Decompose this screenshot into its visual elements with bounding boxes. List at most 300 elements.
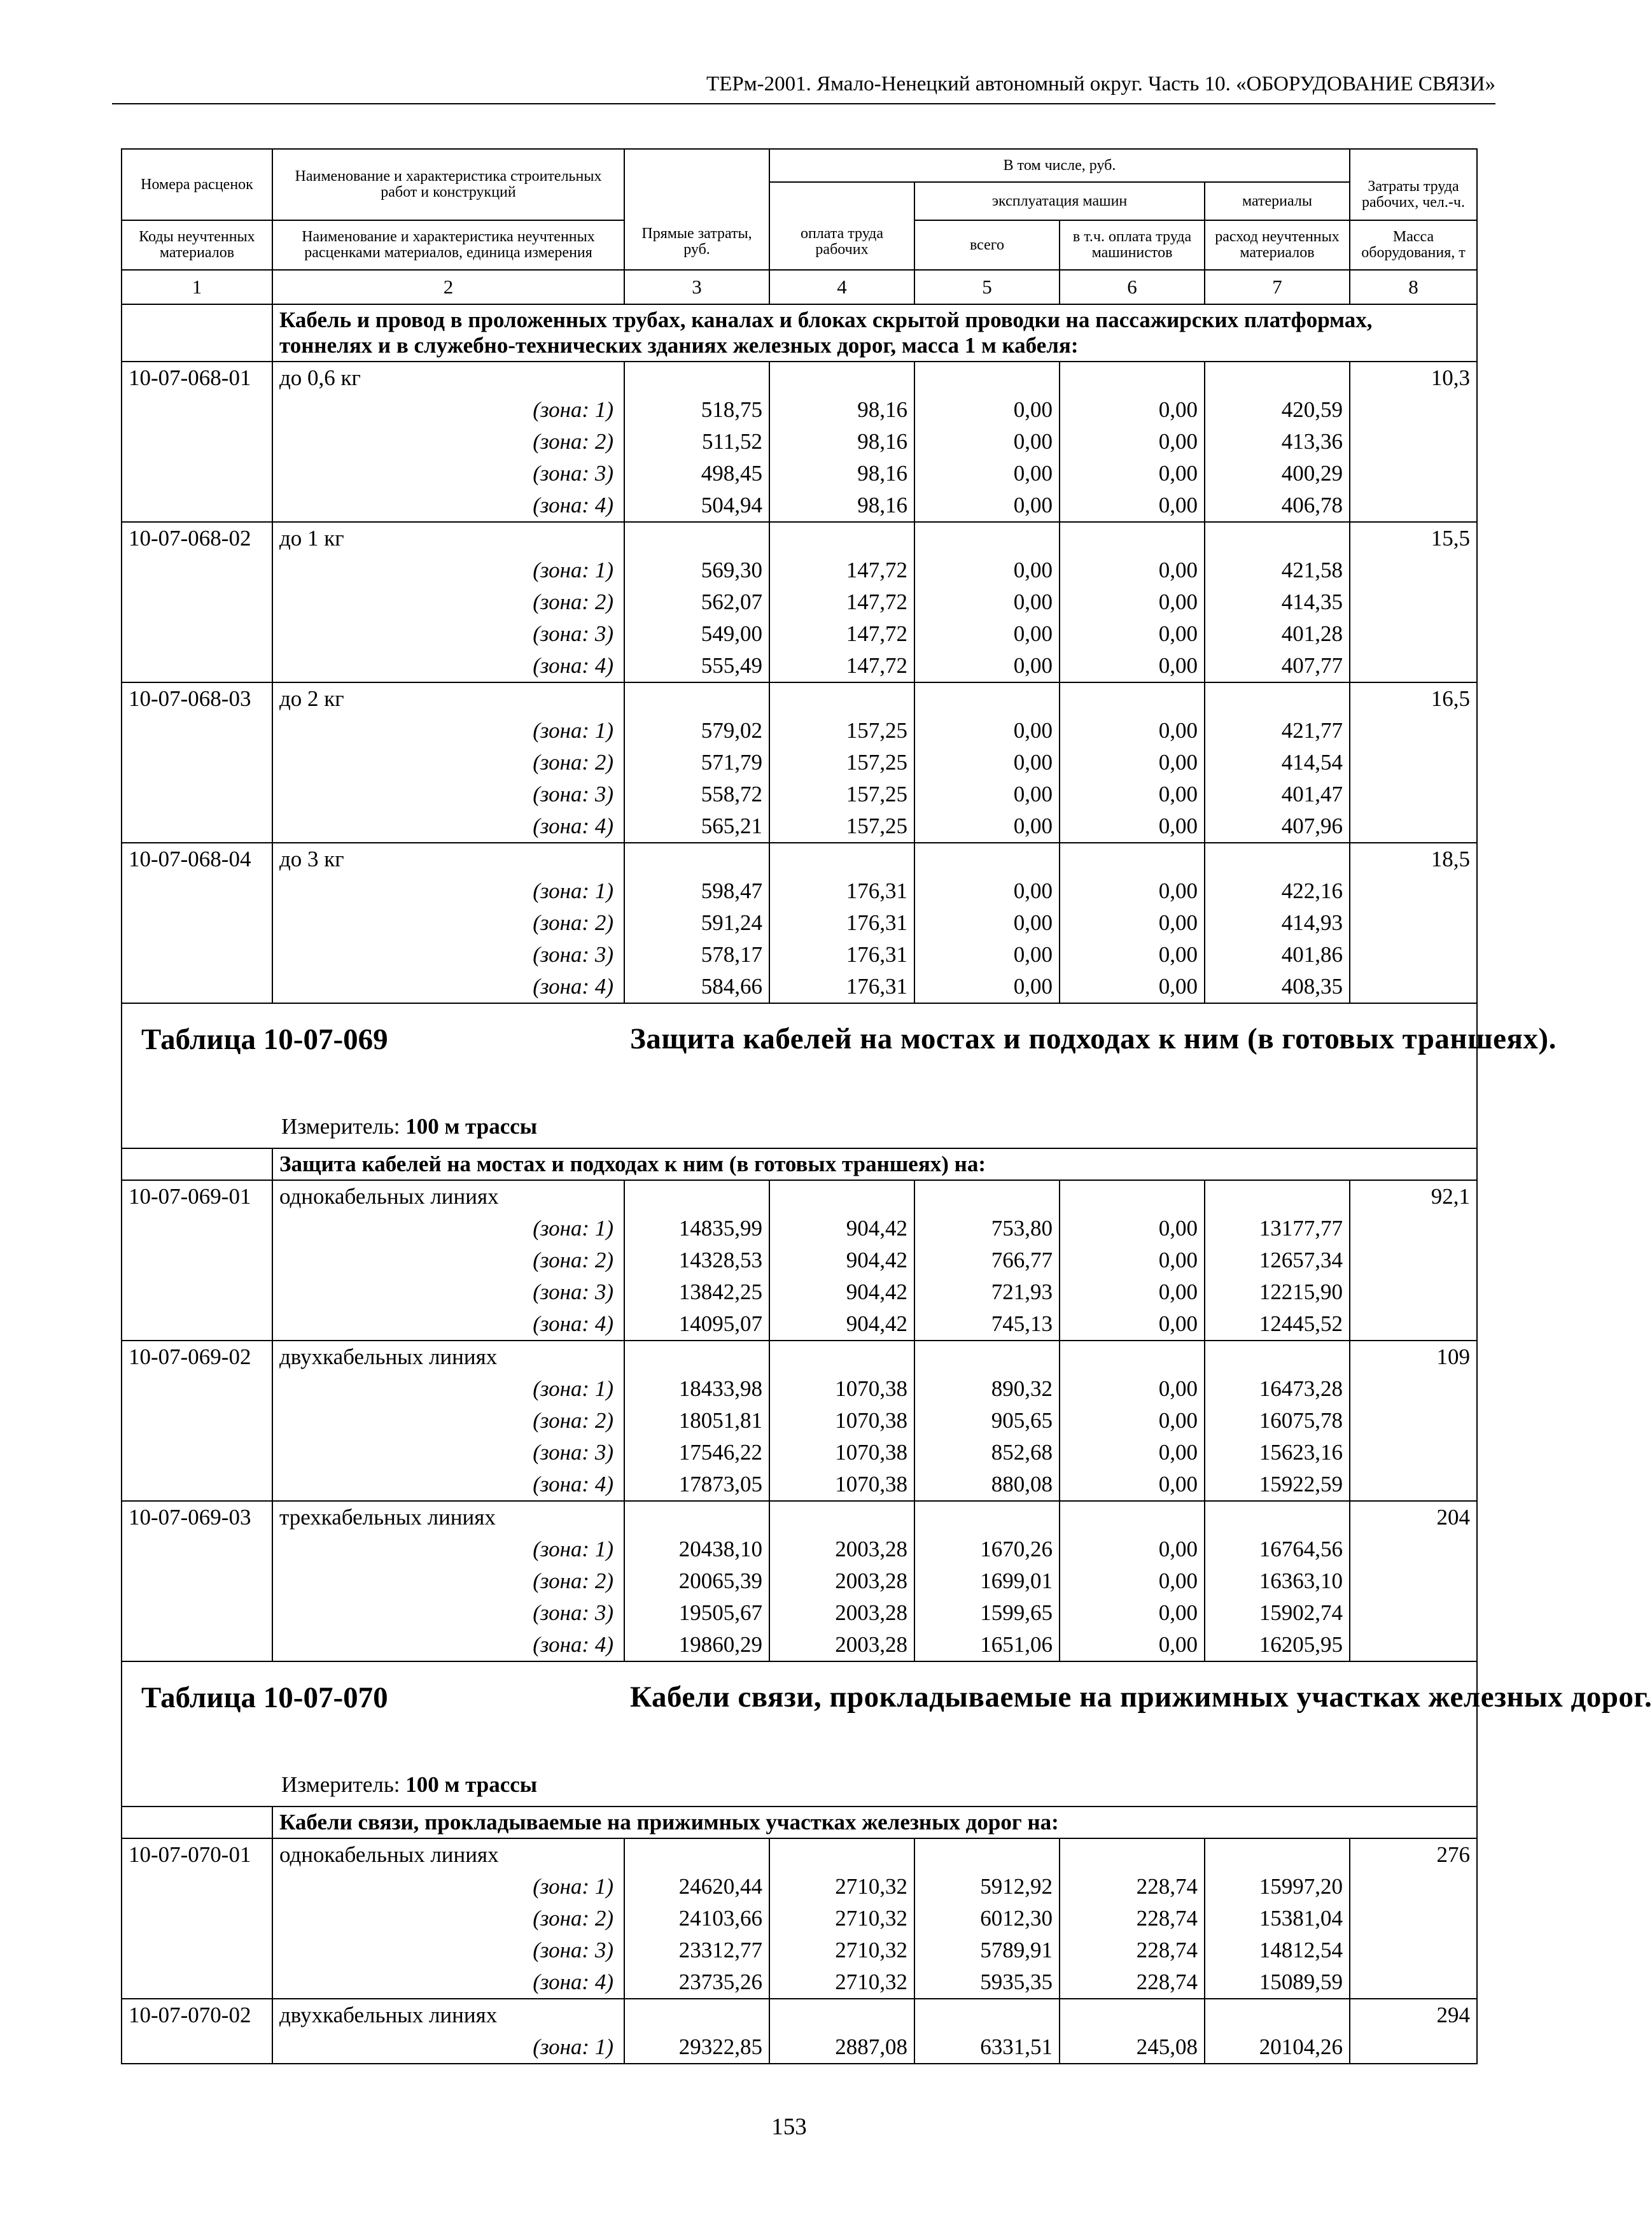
machinists-pay-value: 228,74 (1060, 1903, 1205, 1934)
empty-cell (769, 682, 914, 715)
zone-row (122, 1934, 1477, 1966)
empty-cell (1205, 522, 1350, 554)
empty-cell (122, 778, 272, 810)
empty-cell (1350, 875, 1477, 907)
materials-value: 422,16 (1205, 875, 1350, 907)
empty-cell (122, 304, 272, 362)
machinists-pay-value: 228,74 (1060, 1966, 1205, 1999)
zone-label: (зона: 1) (272, 875, 624, 907)
labor-costs-value: 276 (1350, 1838, 1477, 1871)
empty-cell (122, 1807, 272, 1838)
empty-cell (122, 426, 272, 458)
unit-label: Измеритель: (281, 1114, 400, 1139)
empty-cell (122, 1565, 272, 1597)
empty-cell (122, 1405, 272, 1437)
zone-label: (зона: 1) (272, 1213, 624, 1244)
zone-row (122, 939, 1477, 971)
materials-value: 401,28 (1205, 618, 1350, 650)
section-heading: Кабели связи, прокладываемые на прижимных участках железных дорог на: (272, 1807, 1477, 1838)
column-number: 1 (122, 270, 272, 304)
zone-row (122, 1276, 1477, 1308)
zone-label: (зона: 1) (272, 715, 624, 747)
empty-cell (1350, 907, 1477, 939)
empty-cell (122, 939, 272, 971)
empty-cell (1350, 1533, 1477, 1565)
direct-costs-value: 24620,44 (624, 1871, 769, 1903)
direct-costs-value: 562,07 (624, 586, 769, 618)
machines-total-value: 0,00 (914, 747, 1060, 778)
table-title-block (122, 1003, 1477, 1148)
empty-cell (914, 682, 1060, 715)
empty-cell (122, 1213, 272, 1244)
empty-cell (1350, 1903, 1477, 1934)
zone-label: (зона: 1) (272, 554, 624, 586)
col-labor-pay: оплата труда рабочих (769, 182, 914, 270)
col-material-names: Наименование и характеристика неучтенных расценками материалов, единица измерения (272, 220, 624, 270)
zone-label: (зона: 4) (272, 1629, 624, 1661)
empty-cell (914, 362, 1060, 394)
materials-value: 420,59 (1205, 394, 1350, 426)
direct-costs-value: 14328,53 (624, 1244, 769, 1276)
empty-cell (914, 522, 1060, 554)
machinists-pay-value: 228,74 (1060, 1871, 1205, 1903)
labor-costs-value: 204 (1350, 1501, 1477, 1533)
section-heading: Защита кабелей на мостах и подходах к ним (в готовых траншеях) на: (272, 1148, 1477, 1180)
machines-total-value: 0,00 (914, 650, 1060, 682)
labor-pay-value: 176,31 (769, 907, 914, 939)
empty-cell (624, 682, 769, 715)
zone-row (122, 1966, 1477, 1999)
rates-table (121, 148, 1652, 2064)
direct-costs-value: 14835,99 (624, 1213, 769, 1244)
zone-label: (зона: 2) (272, 1565, 624, 1597)
labor-pay-value: 157,25 (769, 778, 914, 810)
empty-cell (1350, 586, 1477, 618)
empty-cell (914, 1180, 1060, 1213)
empty-cell (1350, 1373, 1477, 1405)
rate-name: двухкабельных линиях (272, 1341, 624, 1373)
direct-costs-value: 17873,05 (624, 1469, 769, 1501)
zone-row (122, 1469, 1477, 1501)
machines-total-value: 0,00 (914, 586, 1060, 618)
rate-code: 10-07-070-01 (122, 1838, 272, 1871)
zone-label: (зона: 4) (272, 490, 624, 522)
machines-total-value: 0,00 (914, 618, 1060, 650)
direct-costs-value: 591,24 (624, 907, 769, 939)
machinists-pay-value: 0,00 (1060, 426, 1205, 458)
materials-value: 400,29 (1205, 458, 1350, 490)
rate-code: 10-07-068-01 (122, 362, 272, 394)
column-number: 6 (1060, 270, 1205, 304)
direct-costs-value: 498,45 (624, 458, 769, 490)
direct-costs-value: 584,66 (624, 971, 769, 1003)
machines-total-value: 880,08 (914, 1469, 1060, 1501)
labor-pay-value: 904,42 (769, 1244, 914, 1276)
zone-row (122, 1308, 1477, 1341)
machinists-pay-value: 0,00 (1060, 394, 1205, 426)
zone-row (122, 490, 1477, 522)
machinists-pay-value: 0,00 (1060, 907, 1205, 939)
empty-cell (1350, 1276, 1477, 1308)
empty-cell (624, 522, 769, 554)
labor-pay-value: 157,25 (769, 715, 914, 747)
zone-row (122, 426, 1477, 458)
empty-cell (122, 586, 272, 618)
labor-pay-value: 2710,32 (769, 1903, 914, 1934)
empty-cell (122, 490, 272, 522)
empty-cell (1350, 2031, 1477, 2064)
machines-total-value: 0,00 (914, 715, 1060, 747)
empty-cell (1350, 1469, 1477, 1501)
zone-row (122, 1629, 1477, 1661)
direct-costs-value: 18051,81 (624, 1405, 769, 1437)
empty-cell (122, 618, 272, 650)
empty-cell (122, 1437, 272, 1469)
zone-row (122, 1533, 1477, 1565)
materials-value: 414,93 (1205, 907, 1350, 939)
labor-pay-value: 147,72 (769, 618, 914, 650)
empty-cell (122, 1871, 272, 1903)
table-title-cell (122, 1661, 1652, 1807)
empty-cell (122, 1148, 272, 1180)
machines-total-value: 0,00 (914, 875, 1060, 907)
col-materials: материалы (1205, 182, 1350, 220)
zone-row (122, 1597, 1477, 1629)
machines-total-value: 0,00 (914, 939, 1060, 971)
materials-value: 14812,54 (1205, 1934, 1350, 1966)
machinists-pay-value: 0,00 (1060, 554, 1205, 586)
machines-total-value: 1699,01 (914, 1565, 1060, 1597)
direct-costs-value: 20438,10 (624, 1533, 769, 1565)
machines-total-value: 890,32 (914, 1373, 1060, 1405)
direct-costs-value: 578,17 (624, 939, 769, 971)
machines-total-value: 766,77 (914, 1244, 1060, 1276)
machines-total-value: 0,00 (914, 971, 1060, 1003)
page-number: 153 (771, 2114, 807, 2140)
machines-total-value: 0,00 (914, 778, 1060, 810)
labor-pay-value: 2887,08 (769, 2031, 914, 2064)
machines-total-value: 5789,91 (914, 1934, 1060, 1966)
empty-cell (769, 1180, 914, 1213)
labor-costs-value: 15,5 (1350, 522, 1477, 554)
machines-total-value: 0,00 (914, 490, 1060, 522)
materials-value: 16473,28 (1205, 1373, 1350, 1405)
zone-label: (зона: 1) (272, 1871, 624, 1903)
empty-cell (914, 1501, 1060, 1533)
empty-cell (1350, 747, 1477, 778)
column-numbers-row (122, 270, 1477, 304)
machinists-pay-value: 0,00 (1060, 1213, 1205, 1244)
zone-label: (зона: 2) (272, 907, 624, 939)
table-title: Кабели связи, прокладываемые на прижимных участках железных дорог. (630, 1680, 1652, 1714)
zone-row (122, 1373, 1477, 1405)
zone-label: (зона: 3) (272, 618, 624, 650)
rate-row (122, 682, 1477, 715)
empty-cell (122, 971, 272, 1003)
zone-row (122, 394, 1477, 426)
labor-pay-value: 2710,32 (769, 1966, 914, 1999)
materials-value: 421,77 (1205, 715, 1350, 747)
zone-label: (зона: 2) (272, 1405, 624, 1437)
empty-cell (122, 394, 272, 426)
empty-cell (1350, 778, 1477, 810)
col-machine-operation: эксплуатация машин (914, 182, 1205, 220)
direct-costs-value: 558,72 (624, 778, 769, 810)
empty-cell (624, 1999, 769, 2031)
empty-cell (122, 1597, 272, 1629)
zone-label: (зона: 2) (272, 747, 624, 778)
materials-value: 15902,74 (1205, 1597, 1350, 1629)
zone-row (122, 1213, 1477, 1244)
zone-label: (зона: 3) (272, 1934, 624, 1966)
machines-total-value: 852,68 (914, 1437, 1060, 1469)
empty-cell (122, 458, 272, 490)
zone-label: (зона: 3) (272, 939, 624, 971)
labor-pay-value: 98,16 (769, 458, 914, 490)
empty-cell (1205, 1501, 1350, 1533)
column-number: 3 (624, 270, 769, 304)
machinists-pay-value: 0,00 (1060, 810, 1205, 843)
rate-code: 10-07-068-02 (122, 522, 272, 554)
labor-pay-value: 1070,38 (769, 1437, 914, 1469)
machines-total-value: 745,13 (914, 1308, 1060, 1341)
materials-value: 15089,59 (1205, 1966, 1350, 1999)
col-rate-numbers: Номера расценок (122, 149, 272, 220)
empty-cell (1350, 1934, 1477, 1966)
empty-cell (1205, 1838, 1350, 1871)
machinists-pay-value: 0,00 (1060, 490, 1205, 522)
direct-costs-value: 571,79 (624, 747, 769, 778)
empty-cell (1350, 971, 1477, 1003)
zone-label: (зона: 4) (272, 650, 624, 682)
col-equipment-mass: Масса оборудования, т (1350, 220, 1477, 270)
empty-cell (769, 843, 914, 875)
empty-cell (1205, 1341, 1350, 1373)
empty-cell (122, 554, 272, 586)
table-number: Таблица 10-07-070 (141, 1681, 388, 1714)
labor-pay-value: 176,31 (769, 875, 914, 907)
machinists-pay-value: 0,00 (1060, 715, 1205, 747)
direct-costs-value: 579,02 (624, 715, 769, 747)
empty-cell (769, 1999, 914, 2031)
labor-pay-value: 147,72 (769, 554, 914, 586)
direct-costs-value: 511,52 (624, 426, 769, 458)
zone-label: (зона: 3) (272, 458, 624, 490)
labor-costs-value: 109 (1350, 1341, 1477, 1373)
empty-cell (624, 1341, 769, 1373)
zone-label: (зона: 4) (272, 1469, 624, 1501)
zone-row (122, 1405, 1477, 1437)
machinists-pay-value: 0,00 (1060, 1597, 1205, 1629)
rate-row (122, 1180, 1477, 1213)
empty-cell (122, 810, 272, 843)
machinists-pay-value: 0,00 (1060, 971, 1205, 1003)
materials-value: 12657,34 (1205, 1244, 1350, 1276)
empty-cell (1060, 362, 1205, 394)
empty-cell (1060, 1838, 1205, 1871)
machines-total-value: 753,80 (914, 1213, 1060, 1244)
machinists-pay-value: 0,00 (1060, 747, 1205, 778)
empty-cell (1350, 554, 1477, 586)
running-header: ТЕРм-2001. Ямало-Ненецкий автономный округ. Часть 10. «ОБОРУДОВАНИЕ СВЯЗИ» (112, 70, 1495, 104)
empty-cell (122, 2031, 272, 2064)
empty-cell (122, 1373, 272, 1405)
table-title: Защита кабелей на мостах и подходах к ним (в готовых траншеях). (630, 1022, 1557, 1055)
labor-pay-value: 2003,28 (769, 1597, 914, 1629)
empty-cell (1350, 1597, 1477, 1629)
machinists-pay-value: 0,00 (1060, 939, 1205, 971)
col-including: В том числе, руб. (769, 149, 1350, 182)
rate-code: 10-07-069-03 (122, 1501, 272, 1533)
column-number: 5 (914, 270, 1060, 304)
zone-label: (зона: 4) (272, 971, 624, 1003)
zone-row (122, 1565, 1477, 1597)
empty-cell (1350, 618, 1477, 650)
rate-name: однокабельных линиях (272, 1180, 624, 1213)
empty-cell (122, 1903, 272, 1934)
labor-pay-value: 2003,28 (769, 1533, 914, 1565)
direct-costs-value: 19860,29 (624, 1629, 769, 1661)
materials-value: 15997,20 (1205, 1871, 1350, 1903)
machinists-pay-value: 0,00 (1060, 1244, 1205, 1276)
zone-label: (зона: 4) (272, 1966, 624, 1999)
materials-value: 12445,52 (1205, 1308, 1350, 1341)
empty-cell (1350, 426, 1477, 458)
materials-value: 12215,90 (1205, 1276, 1350, 1308)
empty-cell (1205, 362, 1350, 394)
materials-value: 407,96 (1205, 810, 1350, 843)
rate-name: до 2 кг (272, 682, 624, 715)
zone-row (122, 1903, 1477, 1934)
materials-value: 16764,56 (1205, 1533, 1350, 1565)
materials-value: 15381,04 (1205, 1903, 1350, 1934)
rate-name: однокабельных линиях (272, 1838, 624, 1871)
empty-cell (122, 1533, 272, 1565)
labor-pay-value: 176,31 (769, 939, 914, 971)
materials-value: 16205,95 (1205, 1629, 1350, 1661)
direct-costs-value: 555,49 (624, 650, 769, 682)
zone-label: (зона: 4) (272, 1308, 624, 1341)
empty-cell (1350, 1629, 1477, 1661)
empty-cell (914, 843, 1060, 875)
empty-cell (1350, 394, 1477, 426)
rate-code: 10-07-068-04 (122, 843, 272, 875)
materials-value: 408,35 (1205, 971, 1350, 1003)
direct-costs-value: 17546,22 (624, 1437, 769, 1469)
rate-name: до 0,6 кг (272, 362, 624, 394)
labor-pay-value: 2710,32 (769, 1871, 914, 1903)
zone-row (122, 586, 1477, 618)
direct-costs-value: 24103,66 (624, 1903, 769, 1934)
col-direct-costs: Прямые затраты, руб. (624, 149, 769, 270)
machines-total-value: 1599,65 (914, 1597, 1060, 1629)
machinists-pay-value: 0,00 (1060, 875, 1205, 907)
materials-value: 413,36 (1205, 426, 1350, 458)
materials-value: 16363,10 (1205, 1565, 1350, 1597)
empty-cell (624, 1180, 769, 1213)
machines-total-value: 1670,26 (914, 1533, 1060, 1565)
labor-pay-value: 2710,32 (769, 1934, 914, 1966)
zone-label: (зона: 4) (272, 810, 624, 843)
empty-cell (1060, 682, 1205, 715)
column-number: 8 (1350, 270, 1477, 304)
empty-cell (1350, 458, 1477, 490)
direct-costs-value: 23312,77 (624, 1934, 769, 1966)
machines-total-value: 905,65 (914, 1405, 1060, 1437)
empty-cell (624, 1838, 769, 1871)
machinists-pay-value: 245,08 (1060, 2031, 1205, 2064)
rate-row (122, 362, 1477, 394)
labor-costs-value: 92,1 (1350, 1180, 1477, 1213)
labor-costs-value: 18,5 (1350, 843, 1477, 875)
machinists-pay-value: 0,00 (1060, 1629, 1205, 1661)
rate-row (122, 843, 1477, 875)
machinists-pay-value: 0,00 (1060, 778, 1205, 810)
rate-code: 10-07-069-02 (122, 1341, 272, 1373)
rate-row (122, 522, 1477, 554)
empty-cell (1350, 1871, 1477, 1903)
empty-cell (1350, 1437, 1477, 1469)
machines-total-value: 0,00 (914, 458, 1060, 490)
table-unit (281, 1769, 537, 1801)
empty-cell (1350, 939, 1477, 971)
machines-total-value: 0,00 (914, 394, 1060, 426)
materials-value: 15623,16 (1205, 1437, 1350, 1469)
zone-label: (зона: 3) (272, 1276, 624, 1308)
empty-cell (122, 1244, 272, 1276)
labor-pay-value: 176,31 (769, 971, 914, 1003)
unit-value: 100 м трассы (405, 1114, 538, 1139)
zone-label: (зона: 2) (272, 1903, 624, 1934)
zone-row (122, 907, 1477, 939)
empty-cell (1350, 715, 1477, 747)
rate-row (122, 1999, 1477, 2031)
empty-cell (1350, 1565, 1477, 1597)
empty-cell (122, 650, 272, 682)
direct-costs-value: 504,94 (624, 490, 769, 522)
empty-cell (624, 1501, 769, 1533)
labor-pay-value: 98,16 (769, 490, 914, 522)
machines-total-value: 1651,06 (914, 1629, 1060, 1661)
empty-cell (122, 1934, 272, 1966)
empty-cell (1060, 1501, 1205, 1533)
table-body (122, 304, 1652, 2064)
labor-pay-value: 1070,38 (769, 1469, 914, 1501)
materials-value: 13177,77 (1205, 1213, 1350, 1244)
empty-cell (1205, 1999, 1350, 2031)
table-title-block (122, 1661, 1477, 1807)
empty-cell (914, 1999, 1060, 2031)
materials-value: 407,77 (1205, 650, 1350, 682)
zone-row (122, 554, 1477, 586)
empty-cell (1060, 843, 1205, 875)
rate-row (122, 1501, 1477, 1533)
rate-code: 10-07-070-02 (122, 1999, 272, 2031)
empty-cell (1350, 1244, 1477, 1276)
section-heading-row (122, 1148, 1477, 1180)
labor-pay-value: 2003,28 (769, 1565, 914, 1597)
materials-value: 421,58 (1205, 554, 1350, 586)
labor-pay-value: 147,72 (769, 650, 914, 682)
machines-total-value: 721,93 (914, 1276, 1060, 1308)
machines-total-value: 5935,35 (914, 1966, 1060, 1999)
unit-value: 100 м трассы (405, 1772, 538, 1797)
zone-label: (зона: 1) (272, 2031, 624, 2064)
labor-pay-value: 147,72 (769, 586, 914, 618)
labor-pay-value: 98,16 (769, 426, 914, 458)
zone-label: (зона: 1) (272, 394, 624, 426)
empty-cell (1350, 1213, 1477, 1244)
